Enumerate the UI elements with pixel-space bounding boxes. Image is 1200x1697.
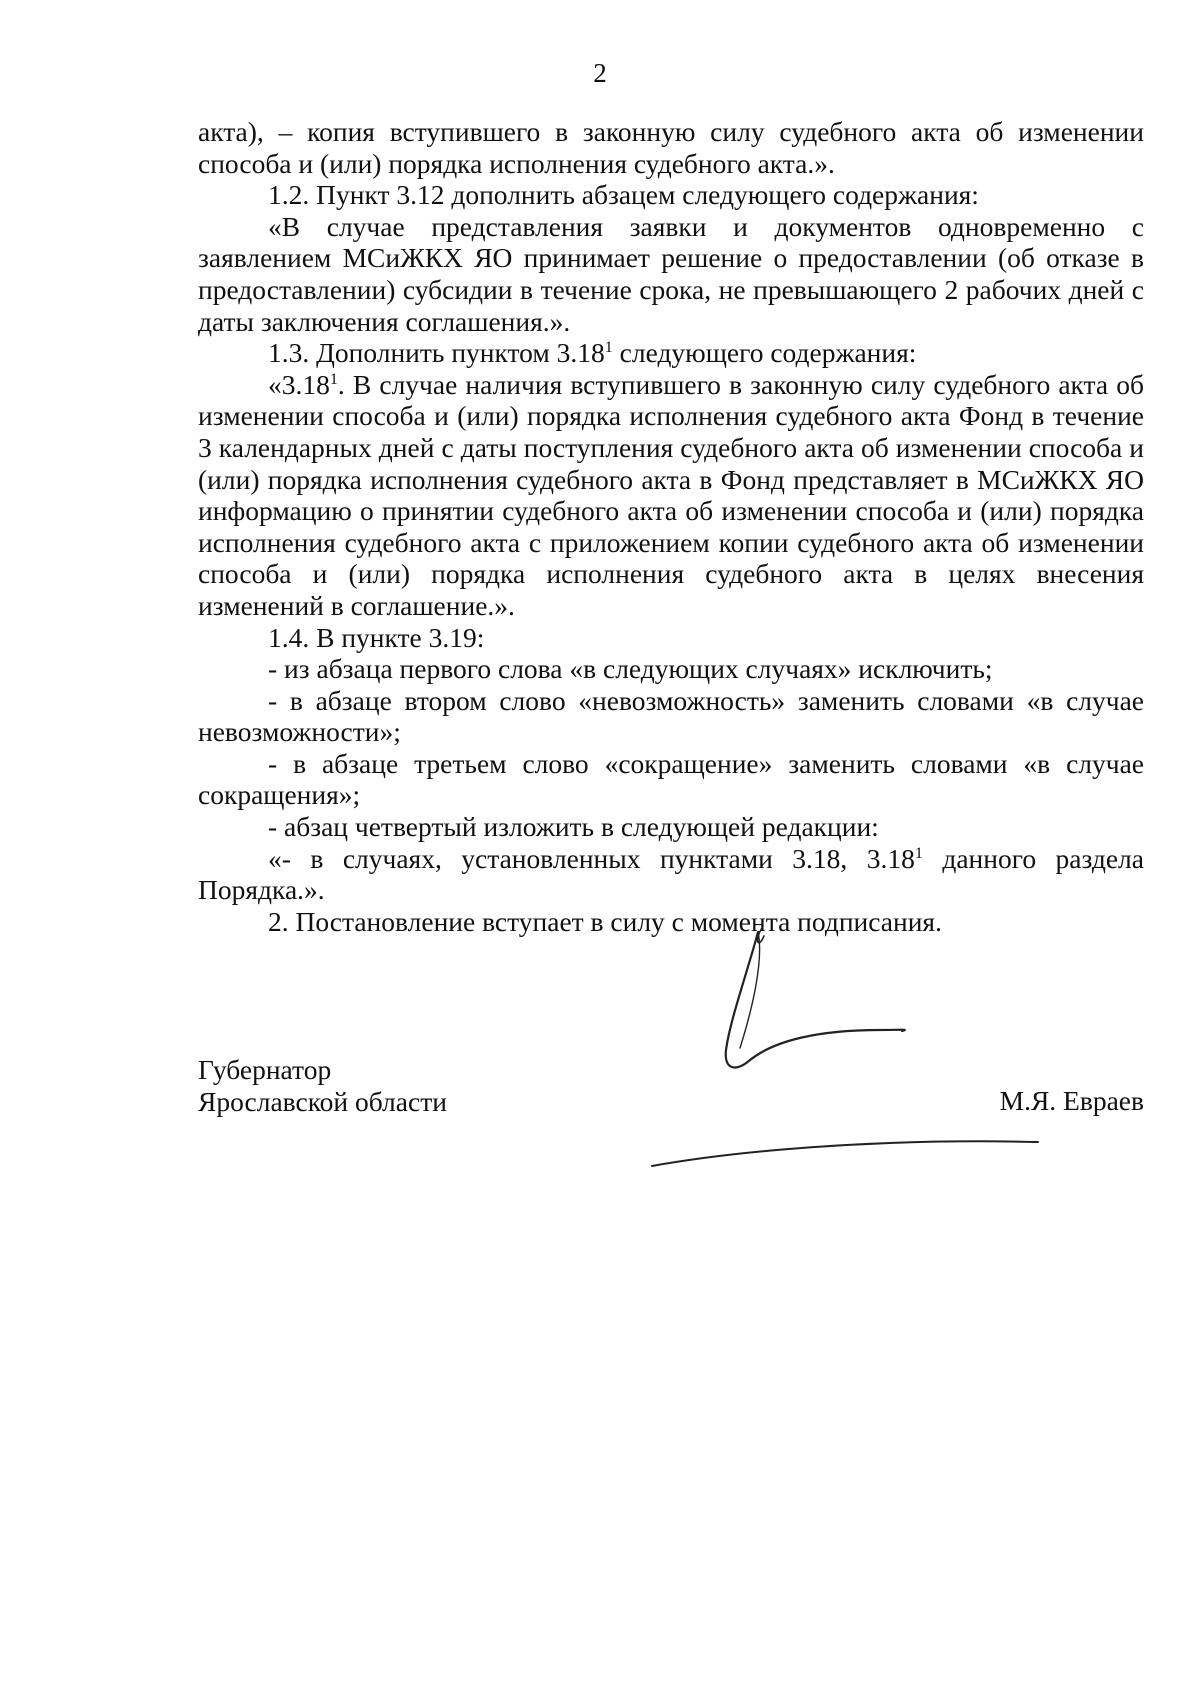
paragraph-quote-bullet [198,843,1144,906]
paragraph-bullet-4: - абзац четвертый изложить в следующей редакции: [268,811,879,843]
paragraph-item-1-4: 1.4. В пункте 3.19: [268,621,485,653]
signatory-position-line-2: Ярославской области [198,1086,447,1117]
signature-underline-stroke [650,1130,1040,1170]
superscript-1: 1 [914,844,923,862]
handwritten-signature [640,900,1040,1080]
page-number: 2 [593,58,607,88]
superscript-1: 1 [604,339,613,357]
superscript-1: 1 [329,370,338,388]
paragraph-quote-3-18-1 [198,369,1144,622]
paragraph-item-1-3-text: 1.3. Дополнить пунктом 3.18 [268,337,605,369]
paragraph-item-2: 2. Постановление вступает в силу с момента подписания. [268,905,942,937]
document-body [198,116,1144,937]
paragraph-bullet-1: - из абзаца первого слова «в следующих случаях» исключить; [268,653,993,685]
paragraph-quote-3-18-1-body: . В случае наличия вступившего в законную силу судебного акта об изменении способа и (или) порядка исполнения судебного акта Фонд в течение 3 календарных дней с даты поступления судебного акта об изменении способа и (или) порядка исполнения судебного акта в Фонд представляет в МСиЖКХ ЯО информацию о принятии судебного акта об изменении способа и (или) порядка исполнения судебного акта с приложением копии судебного акта об изменении способа и (или) порядка исполнения судебного акта в целях внесения изменений в соглашение.». [198,368,1144,621]
paragraph-bullet-2: - в абзаце втором слово «невозможность» заменить словами «в случае невозможности»; [198,684,1144,748]
signatory-name: М.Я. Евраев [999,1085,1144,1116]
signatory-position-line-1: Губернатор [198,1054,332,1085]
paragraph-quote-bullet-start: «- в случаях, установленных пунктами 3.18, 3.18 [268,842,915,874]
signatory-position [198,1054,447,1118]
paragraph-item-1-3 [198,337,1144,369]
paragraph-quote-3-12: «В случае представления заявки и документов одновременно с заявлением МСиЖКХ ЯО принимает решение о предоставлении (об отказе в предоставлении) субсидии в течение срока, не превышающего 2 рабочих дней с даты заключения соглашения.». [198,210,1144,337]
paragraph-quote-bullet-tail: данного раздела Порядка.». [198,842,1144,906]
paragraph-quote-3-18-1-start: «3.18 [268,368,330,400]
paragraph-continuation: акта), – копия вступившего в законную силу судебного акта об изменении способа и (или) порядка исполнения судебного акта.». [198,116,1144,179]
paragraph-item-1-3-tail: следующего содержания: [612,337,917,369]
paragraph-item-1-2: 1.2. Пункт 3.12 дополнить абзацем следующего содержания: [268,179,979,211]
paragraph-bullet-3: - в абзаце третьем слово «сокращение» заменить словами «в случае сокращения»; [198,747,1144,811]
